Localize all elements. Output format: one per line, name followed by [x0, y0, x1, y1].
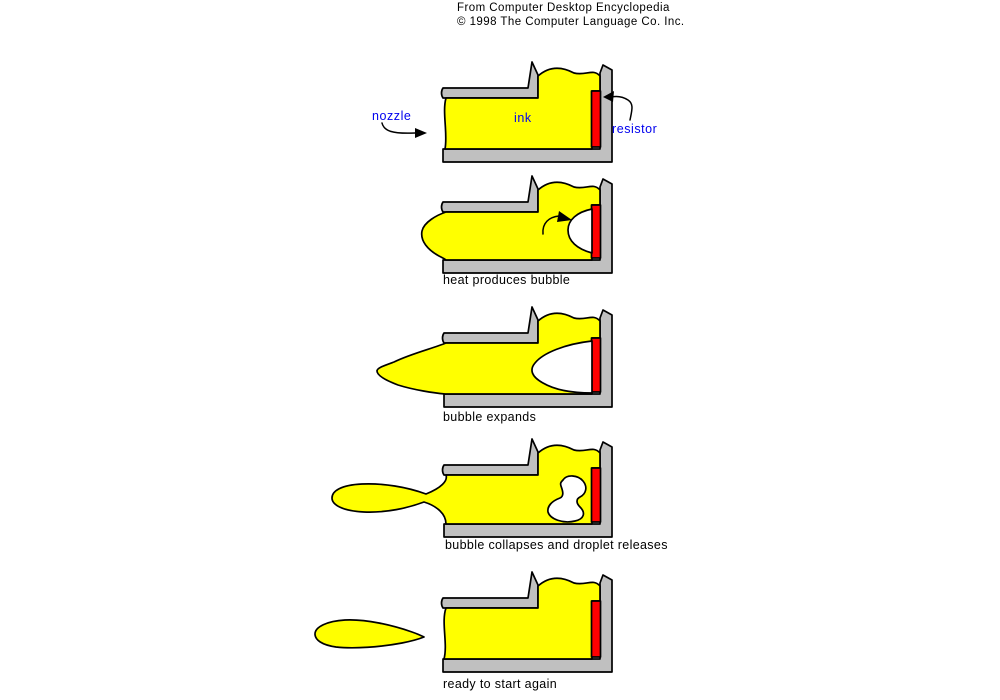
- resistor-bar: [592, 468, 601, 522]
- ink-label: ink: [514, 111, 532, 125]
- chamber-top-wall: [443, 439, 539, 475]
- chamber-top-wall: [442, 62, 539, 98]
- chamber-top-wall: [442, 176, 539, 212]
- stage-5-caption: ready to start again: [443, 677, 558, 691]
- stage-2-caption: heat produces bubble: [443, 273, 571, 287]
- ejected-ink-droplet: [315, 620, 424, 648]
- chamber-top-wall: [442, 572, 539, 608]
- stage-4-diagram: [332, 439, 612, 537]
- stage-3-caption: bubble expands: [443, 410, 537, 424]
- stage-2-diagram: [422, 176, 612, 273]
- resistor-arrow-icon: [611, 96, 632, 120]
- resistor-bar: [592, 91, 601, 147]
- stage-4-caption: bubble collapses and droplet releases: [445, 538, 668, 552]
- resistor-bar: [592, 601, 601, 657]
- ink-body: [444, 578, 600, 659]
- nozzle-arrow-icon: [382, 123, 415, 133]
- nozzle-arrowhead-icon: [415, 128, 427, 138]
- header-copyright-line: © 1998 The Computer Language Co. Inc.: [457, 16, 685, 28]
- resistor-label: resistor: [612, 122, 658, 136]
- chamber-top-wall: [443, 307, 539, 343]
- stage-5-diagram: [315, 572, 612, 672]
- header-source-line: From Computer Desktop Encyclopedia: [457, 2, 670, 14]
- nozzle-label: nozzle: [372, 109, 412, 123]
- stage-3-diagram: [377, 307, 612, 407]
- stage-1-diagram: [382, 62, 632, 162]
- ink-body: [445, 68, 600, 149]
